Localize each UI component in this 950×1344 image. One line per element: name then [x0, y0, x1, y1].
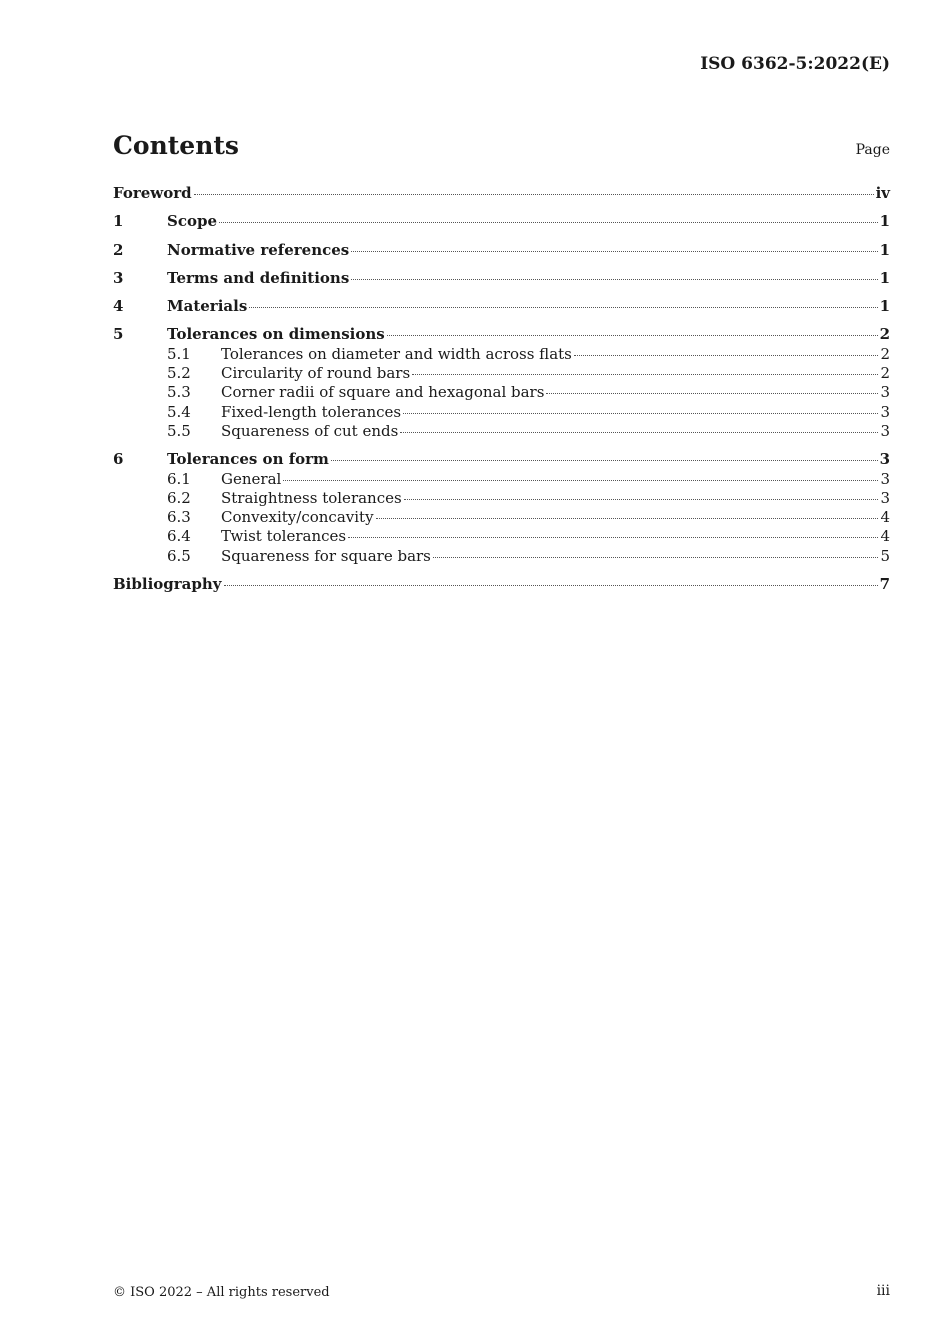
toc-entry-page: 3	[880, 421, 890, 440]
toc-subentry-6-1[interactable]	[113, 470, 890, 489]
toc-entry-number: 5.2	[167, 364, 191, 383]
toc-subentry-6-5[interactable]	[113, 547, 890, 566]
toc-subentry-6-2[interactable]	[113, 489, 890, 508]
dot-leader	[433, 557, 879, 558]
toc-entry-title: Normative references	[167, 240, 350, 259]
table-of-contents	[113, 184, 890, 594]
toc-entry-page: 2	[880, 344, 890, 363]
toc-entry-foreword[interactable]	[113, 184, 890, 203]
toc-entry-number: 4	[113, 297, 124, 316]
toc-entry-scope[interactable]	[113, 212, 890, 231]
toc-entry-number: 5.4	[167, 402, 191, 421]
toc-entry-page: 3	[880, 469, 890, 488]
dot-leader	[194, 194, 874, 195]
dot-leader	[387, 335, 878, 336]
dot-leader	[400, 432, 878, 433]
toc-entry-bibliography[interactable]	[113, 575, 890, 594]
toc-entry-page: 7	[879, 575, 890, 594]
toc-entry-page: 1	[879, 297, 890, 316]
dot-leader	[412, 374, 878, 375]
toc-entry-title: Convexity/concavity	[221, 508, 374, 527]
toc-entry-title: Twist tolerances	[221, 527, 347, 546]
toc-entry-title: Tolerances on diameter and width across flats	[221, 344, 572, 363]
toc-entry-tolerances-on-dimensions[interactable]	[113, 325, 890, 344]
toc-entry-page: 2	[879, 325, 890, 344]
toc-entry-page: 1	[879, 212, 890, 231]
toc-entry-page: 2	[880, 364, 890, 383]
dot-leader	[351, 251, 877, 252]
toc-entry-page: 3	[880, 383, 890, 402]
dot-leader	[376, 518, 879, 519]
toc-entry-page: 3	[880, 488, 890, 507]
toc-entry-page: 3	[880, 402, 890, 421]
toc-entry-title: General	[221, 469, 282, 488]
dot-leader	[348, 537, 878, 538]
toc-entry-title: Tolerances on form	[167, 450, 329, 469]
toc-entry-title: Terms and definitions	[167, 268, 350, 287]
dot-leader	[219, 222, 878, 223]
dot-leader	[331, 460, 878, 461]
toc-entry-page: 5	[880, 546, 890, 565]
toc-subentry-5-1[interactable]	[113, 345, 890, 364]
toc-entry-number: 6.1	[167, 469, 191, 488]
document-identifier: ISO 6362-5:2022(E)	[700, 54, 890, 74]
toc-entry-normative-references[interactable]	[113, 241, 890, 260]
toc-entry-title: Bibliography	[113, 575, 222, 594]
toc-entry-number: 5.3	[167, 383, 191, 402]
dot-leader	[351, 279, 877, 280]
toc-entry-materials[interactable]	[113, 297, 890, 316]
toc-entry-number: 6.5	[167, 546, 191, 565]
toc-entry-number: 6.2	[167, 488, 191, 507]
copyright-notice: © ISO 2022 – All rights reserved	[113, 1285, 330, 1300]
dot-leader	[283, 480, 878, 481]
toc-entry-number: 5	[113, 325, 124, 344]
toc-entry-title: Materials	[167, 297, 248, 316]
toc-entry-page: iv	[875, 184, 890, 202]
dot-leader	[546, 393, 878, 394]
toc-entry-page: 4	[880, 508, 890, 527]
toc-entry-title: Corner radii of square and hexagonal bars	[221, 383, 545, 402]
toc-entry-number: 5.5	[167, 421, 191, 440]
page-column-label: Page	[855, 142, 890, 158]
toc-entry-title: Tolerances on dimensions	[167, 325, 385, 344]
toc-entry-title: Squareness of cut ends	[221, 421, 399, 440]
contents-heading: Contents	[113, 131, 240, 160]
toc-entry-number: 6.3	[167, 508, 191, 527]
toc-entry-terms-and-definitions[interactable]	[113, 269, 890, 288]
toc-entry-page: 1	[879, 240, 890, 259]
toc-subentry-5-3[interactable]	[113, 383, 890, 402]
toc-subentry-5-2[interactable]	[113, 364, 890, 383]
toc-entry-title: Scope	[167, 212, 218, 231]
dot-leader	[224, 585, 878, 586]
toc-subentry-5-4[interactable]	[113, 403, 890, 422]
toc-entry-number: 6.4	[167, 527, 191, 546]
dot-leader	[249, 307, 877, 308]
dot-leader	[574, 355, 879, 356]
toc-entry-title: Fixed-length tolerances	[221, 402, 402, 421]
toc-subentry-5-5[interactable]	[113, 422, 890, 441]
dot-leader	[404, 499, 879, 500]
toc-entry-number: 2	[113, 240, 124, 259]
toc-subentry-6-3[interactable]	[113, 508, 890, 527]
toc-entry-number: 1	[113, 212, 124, 231]
toc-entry-title: Foreword	[113, 184, 192, 202]
toc-entry-title: Squareness for square bars	[221, 546, 431, 565]
page-number: iii	[876, 1283, 890, 1299]
toc-entry-number: 6	[113, 450, 124, 469]
toc-entry-number: 5.1	[167, 344, 191, 363]
toc-entry-title: Straightness tolerances	[221, 488, 402, 507]
toc-entry-page: 1	[879, 268, 890, 287]
toc-entry-number: 3	[113, 268, 124, 287]
toc-entry-page: 3	[879, 450, 890, 469]
dot-leader	[403, 413, 878, 414]
toc-subentry-6-4[interactable]	[113, 527, 890, 546]
toc-entry-page: 4	[880, 527, 890, 546]
toc-entry-tolerances-on-form[interactable]	[113, 450, 890, 469]
toc-entry-title: Circularity of round bars	[221, 364, 411, 383]
